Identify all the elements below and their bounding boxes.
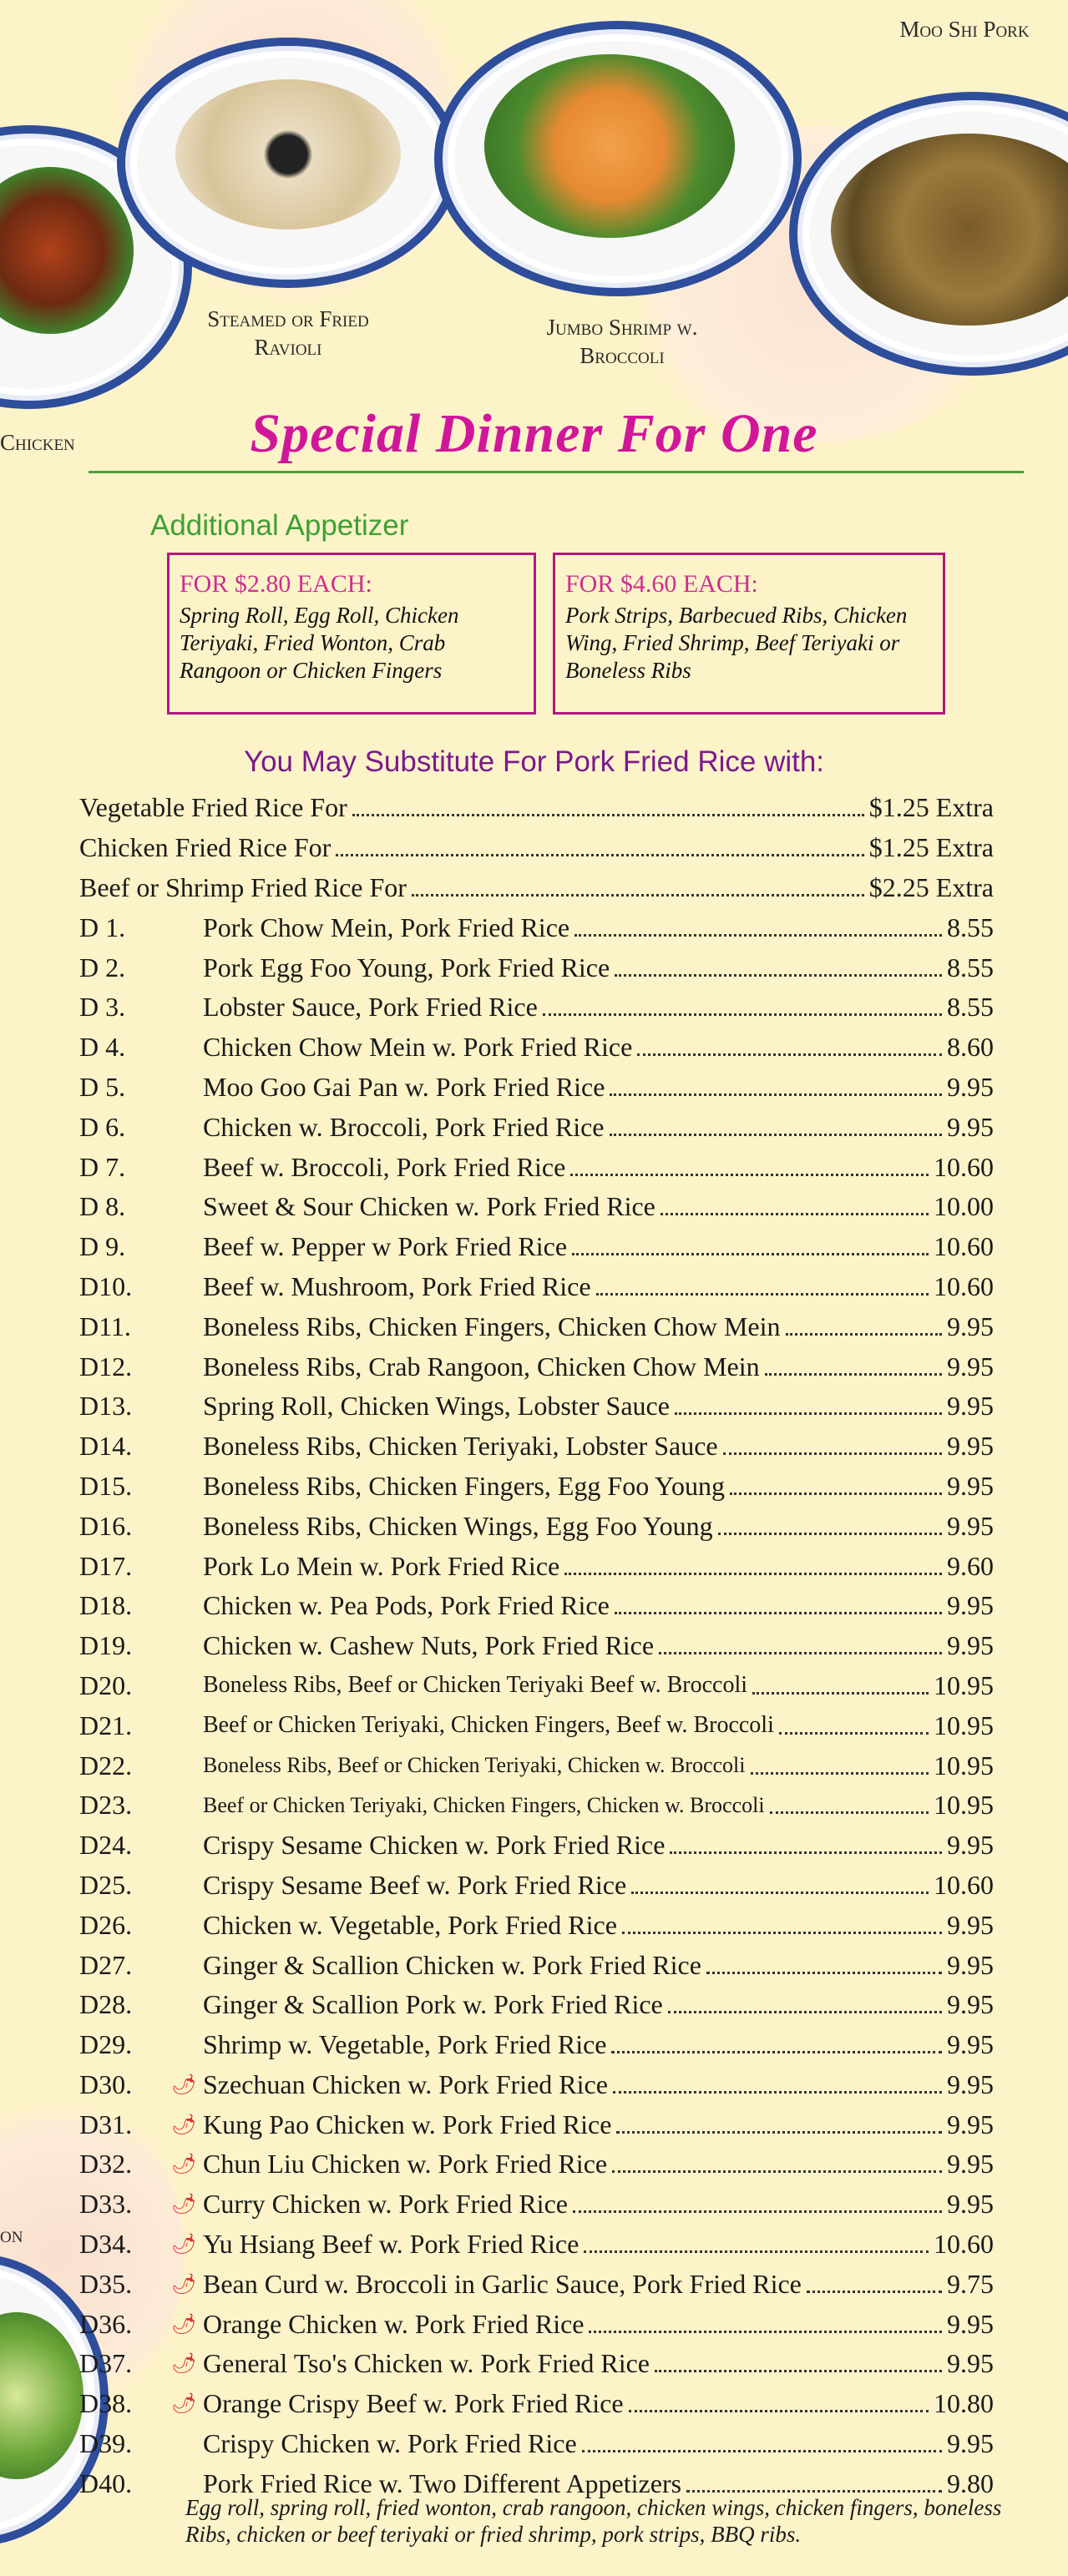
dot-leader bbox=[686, 2490, 942, 2493]
menu-item-name: Beef w. Pepper w Pork Fried Rice bbox=[203, 1231, 568, 1262]
dot-leader bbox=[723, 1452, 942, 1455]
menu-item-price: 9.95 bbox=[947, 1391, 994, 1422]
menu-item-price: 9.95 bbox=[947, 1590, 994, 1621]
dot-leader bbox=[659, 1652, 942, 1654]
menu-item-name: Lobster Sauce, Pork Fried Rice bbox=[203, 992, 538, 1023]
menu-item-name: Boneless Ribs, Beef or Chicken Teriyaki, Chicken w. Broccoli bbox=[203, 1753, 746, 1778]
menu-item-code: D 9. bbox=[79, 1231, 126, 1262]
menu-item-code: D32. bbox=[79, 2149, 133, 2179]
menu-item-row bbox=[79, 2384, 994, 2424]
page-title: Special Dinner For One bbox=[250, 403, 818, 464]
dot-leader bbox=[770, 1811, 929, 1814]
menu-item-price: 9.95 bbox=[947, 1630, 994, 1661]
menu-item-name: Beef or Chicken Teriyaki, Chicken Fingers, Chicken w. Broccoli bbox=[203, 1792, 765, 1817]
menu-item-row bbox=[79, 1705, 994, 1745]
menu-item-row bbox=[79, 1028, 994, 1068]
dot-leader bbox=[751, 1772, 929, 1775]
menu-item-row bbox=[79, 1826, 994, 1866]
menu-item-code: D16. bbox=[79, 1510, 133, 1541]
menu-item-code: D35. bbox=[79, 2268, 133, 2299]
menu-item-price: 10.80 bbox=[934, 2388, 994, 2419]
hot-pepper-icon: 🌶 bbox=[171, 2234, 197, 2256]
menu-item-name: Bean Curd w. Broccoli in Garlic Sauce, Pork Fried Rice bbox=[203, 2268, 802, 2299]
menu-item-name: Chun Liu Chicken w. Pork Fried Rice bbox=[203, 2149, 608, 2179]
menu-item-code: D14. bbox=[79, 1431, 133, 1462]
dot-leader bbox=[765, 1373, 942, 1376]
dot-leader bbox=[582, 2450, 942, 2452]
dot-leader bbox=[596, 1293, 929, 1296]
menu-item-name: Kung Pao Chicken w. Pork Fried Rice bbox=[203, 2109, 612, 2139]
dot-leader bbox=[336, 854, 863, 856]
menu-item-code: D 7. bbox=[79, 1151, 126, 1182]
menu-item-name: Crispy Sesame Beef w. Pork Fried Rice bbox=[203, 1869, 627, 1900]
menu-item-price: 9.95 bbox=[947, 1311, 994, 1341]
menu-item-code: D12. bbox=[79, 1351, 133, 1381]
menu-item-price: 9.95 bbox=[947, 1989, 994, 2020]
caption-left-partial: on bbox=[0, 2222, 23, 2247]
menu-item-name: Beef or Chicken Teriyaki, Chicken Fingers, Beef w. Broccoli bbox=[203, 1712, 774, 1739]
substitute-name: Vegetable Fried Rice For bbox=[79, 792, 347, 823]
menu-item-code: D26. bbox=[79, 1909, 133, 1940]
menu-item-name: Chicken w. Vegetable, Pork Fried Rice bbox=[203, 1909, 617, 1940]
menu-item-price: 9.95 bbox=[947, 2149, 994, 2179]
dot-leader bbox=[615, 974, 942, 977]
menu-item-code: D27. bbox=[79, 1949, 133, 1980]
menu-item-code: D29. bbox=[79, 2029, 133, 2060]
menu-item-name: Boneless Ribs, Chicken Teriyaki, Lobster Sauce bbox=[203, 1431, 718, 1462]
menu-item-row bbox=[79, 2424, 994, 2464]
menu-item-price: 10.60 bbox=[934, 1869, 994, 1900]
ravioli-photo bbox=[117, 38, 459, 288]
menu-item-price: 10.95 bbox=[934, 1669, 994, 1700]
menu-item-row bbox=[79, 1267, 994, 1307]
menu-item-row bbox=[79, 1068, 994, 1108]
substitute-heading: You May Substitute For Pork Fried Rice with: bbox=[243, 745, 825, 778]
menu-item-code: D 4. bbox=[79, 1032, 126, 1063]
menu-item-price: 10.60 bbox=[934, 1270, 994, 1301]
menu-item-name: Pork Lo Mein w. Pork Fried Rice bbox=[203, 1550, 560, 1581]
menu-item-row bbox=[79, 987, 994, 1028]
menu-item-price: 10.60 bbox=[934, 2229, 994, 2260]
menu-item-name: Boneless Ribs, Chicken Wings, Egg Foo Young bbox=[203, 1510, 713, 1541]
dot-leader bbox=[629, 2410, 929, 2412]
menu-item-code: D22. bbox=[79, 1750, 133, 1780]
menu-item-price: 9.95 bbox=[947, 2308, 994, 2339]
appetizer-box-280 bbox=[167, 553, 536, 715]
menu-item-name: Spring Roll, Chicken Wings, Lobster Sauce bbox=[203, 1391, 670, 1422]
menu-item-code: D19. bbox=[79, 1630, 133, 1661]
title-divider bbox=[89, 471, 1024, 473]
menu-item-price: 9.95 bbox=[947, 1949, 994, 1980]
menu-item-row bbox=[79, 1386, 994, 1427]
menu-item-row bbox=[79, 1866, 994, 1906]
menu-item-price: 9.95 bbox=[947, 2428, 994, 2459]
menu-item-row bbox=[79, 1626, 994, 1666]
menu-item-price: 10.95 bbox=[934, 1750, 994, 1780]
dot-leader bbox=[631, 1892, 929, 1894]
menu-item-price: 9.95 bbox=[947, 2068, 994, 2099]
dot-leader bbox=[752, 1692, 929, 1695]
menu-item-name: Shrimp w. Vegetable, Pork Fried Rice bbox=[203, 2029, 607, 2060]
menu-item-name: Beef w. Mushroom, Pork Fried Rice bbox=[203, 1270, 591, 1301]
substitute-row bbox=[79, 868, 994, 908]
menu-item-price: 8.60 bbox=[947, 1032, 994, 1063]
menu-item-row bbox=[79, 1945, 994, 1985]
substitute-name: Beef or Shrimp Fried Rice For bbox=[79, 871, 407, 902]
dot-leader bbox=[584, 2250, 929, 2253]
menu-item-name: Chicken w. Cashew Nuts, Pork Fried Rice bbox=[203, 1630, 655, 1661]
dot-leader bbox=[718, 1533, 942, 1535]
menu-item-code: D15. bbox=[79, 1470, 133, 1501]
menu-item-code: D17. bbox=[79, 1550, 133, 1581]
menu-item-code: D23. bbox=[79, 1790, 133, 1821]
menu-item-row bbox=[79, 1107, 994, 1147]
dot-leader bbox=[574, 934, 942, 937]
menu-item-code: D40. bbox=[79, 2467, 133, 2498]
menu-item-price: 8.55 bbox=[947, 992, 994, 1023]
menu-item-name: Chicken w. Pea Pods, Pork Fried Rice bbox=[203, 1590, 610, 1621]
dot-leader bbox=[807, 2291, 942, 2293]
substitute-row bbox=[79, 828, 994, 868]
appetizer-footnote: Egg roll, spring roll, fried wonton, crab rangoon, chicken wings, chicken fingers, boneless Ribs, chicken or beef teriyaki or fried shrimp, pork strips, BBQ ribs. bbox=[185, 2495, 1002, 2547]
dot-leader bbox=[637, 1053, 942, 1056]
menu-item-name: Moo Goo Gai Pan w. Pork Fried Rice bbox=[203, 1071, 605, 1102]
menu-item-price: 9.80 bbox=[947, 2467, 994, 2498]
menu-item-price: 9.95 bbox=[947, 2029, 994, 2060]
dot-leader bbox=[616, 2131, 942, 2134]
menu-item-name: Boneless Ribs, Chicken Fingers, Chicken Chow Mein bbox=[203, 1311, 781, 1341]
menu-item-row bbox=[79, 2065, 994, 2105]
menu-item-code: D24. bbox=[79, 1830, 133, 1861]
menu-item-price: 9.75 bbox=[947, 2268, 994, 2299]
dot-leader bbox=[661, 1213, 929, 1215]
menu-item-row bbox=[79, 1546, 994, 1586]
dot-leader bbox=[564, 1573, 942, 1575]
appetizer-box-items: Spring Roll, Egg Roll, Chicken Teriyaki, Fried Wonton, Crab Rangoon or Chicken Fingers bbox=[180, 603, 459, 683]
appetizer-box-460 bbox=[553, 553, 945, 715]
menu-item-name: Pork Chow Mein, Pork Fried Rice bbox=[203, 912, 570, 942]
hot-pepper-icon: 🌶 bbox=[171, 2313, 197, 2336]
menu-item-price: 9.95 bbox=[947, 1909, 994, 1940]
menu-item-name: Pork Egg Foo Young, Pork Fried Rice bbox=[203, 952, 610, 982]
menu-item-price: 9.95 bbox=[947, 2348, 994, 2379]
menu-item-code: D10. bbox=[79, 1270, 133, 1301]
substitute-name: Chicken Fried Rice For bbox=[79, 832, 332, 863]
menu-item-row bbox=[79, 1306, 994, 1346]
menu-item-row bbox=[79, 2104, 994, 2144]
menu-item-code: D 8. bbox=[79, 1191, 126, 1222]
menu-item-code: D13. bbox=[79, 1391, 133, 1422]
menu-item-code: D 2. bbox=[79, 952, 126, 982]
dot-leader bbox=[543, 1013, 942, 1016]
menu-item-code: D34. bbox=[79, 2229, 133, 2260]
menu-item-code: D33. bbox=[79, 2189, 133, 2220]
menu-item-row bbox=[79, 1147, 994, 1187]
dot-leader bbox=[779, 1732, 929, 1735]
dot-leader bbox=[675, 1412, 942, 1415]
menu-item-price: 10.60 bbox=[934, 1231, 994, 1262]
caption-moo-shi-pork: Moo Shi Pork bbox=[899, 17, 1030, 42]
substitute-price: $1.25 Extra bbox=[868, 792, 994, 823]
menu-item-name: Yu Hsiang Beef w. Pork Fried Rice bbox=[203, 2229, 580, 2260]
dot-leader bbox=[730, 1493, 942, 1495]
menu-item-row bbox=[79, 1745, 994, 1786]
menu-item-price: 9.95 bbox=[947, 1111, 994, 1142]
hot-pepper-icon: 🌶 bbox=[171, 2073, 197, 2096]
menu-item-price: 9.60 bbox=[947, 1550, 994, 1581]
menu-item-name: Crispy Chicken w. Pork Fried Rice bbox=[203, 2428, 577, 2459]
menu-item-row bbox=[79, 1506, 994, 1546]
dot-leader bbox=[412, 894, 864, 897]
menu-item-name: Boneless Ribs, Chicken Fingers, Egg Foo Young bbox=[203, 1470, 725, 1501]
menu-item-code: D38. bbox=[79, 2388, 133, 2419]
menu-item-row bbox=[79, 1985, 994, 2025]
appetizer-heading: Additional Appetizer bbox=[150, 509, 409, 542]
menu-item-row bbox=[79, 2344, 994, 2384]
caption-chicken: Chicken bbox=[0, 430, 75, 455]
menu-item-price: 9.95 bbox=[947, 1510, 994, 1541]
menu-item-name: Chicken w. Broccoli, Pork Fried Rice bbox=[203, 1111, 605, 1142]
menu-item-name: Chicken Chow Mein w. Pork Fried Rice bbox=[203, 1032, 633, 1063]
hot-pepper-icon: 🌶 bbox=[171, 2154, 197, 2176]
dot-leader bbox=[612, 2170, 942, 2173]
caption-ravioli: Steamed or Fried Ravioli bbox=[207, 306, 369, 360]
menu-item-price: 9.95 bbox=[947, 2189, 994, 2220]
menu-item-price: 9.95 bbox=[947, 1351, 994, 1381]
menu-item-name: Boneless Ribs, Crab Rangoon, Chicken Chow Mein bbox=[203, 1351, 760, 1381]
menu-item-price: 8.55 bbox=[947, 912, 994, 942]
menu-item-code: D20. bbox=[79, 1669, 133, 1700]
menu-item-price: 10.60 bbox=[934, 1151, 994, 1182]
menu-item-code: D18. bbox=[79, 1590, 133, 1621]
dot-leader bbox=[610, 1134, 943, 1136]
dot-leader bbox=[613, 2091, 942, 2094]
menu-item-row bbox=[79, 1227, 994, 1267]
menu-item-code: D 3. bbox=[79, 992, 126, 1023]
menu-item-code: D39. bbox=[79, 2428, 133, 2459]
menu-item-name: Crispy Sesame Chicken w. Pork Fried Rice bbox=[203, 1830, 666, 1861]
menu-item-code: D25. bbox=[79, 1869, 133, 1900]
menu-item-name: General Tso's Chicken w. Pork Fried Rice bbox=[203, 2348, 650, 2379]
menu-item-name: Ginger & Scallion Pork w. Pork Fried Rice bbox=[203, 1989, 663, 2020]
menu-item-name: Sweet & Sour Chicken w. Pork Fried Rice bbox=[203, 1191, 655, 1222]
dot-leader bbox=[610, 1094, 942, 1096]
menu-item-name: Ginger & Scallion Chicken w. Pork Fried Rice bbox=[203, 1949, 701, 1980]
hot-pepper-icon: 🌶 bbox=[171, 2194, 197, 2216]
menu-item-row bbox=[79, 1467, 994, 1507]
menu-item-row bbox=[79, 1666, 994, 1706]
hot-pepper-icon: 🌶 bbox=[171, 2353, 197, 2376]
menu-item-row bbox=[79, 947, 994, 987]
menu-item-price: 10.95 bbox=[934, 1710, 994, 1740]
menu-item-code: D30. bbox=[79, 2068, 133, 2099]
appetizer-box-header: FOR $4.60 EACH: bbox=[565, 570, 758, 598]
menu-item-name: Pork Fried Rice w. Two Different Appetizers bbox=[203, 2467, 682, 2498]
menu-item-name: Szechuan Chicken w. Pork Fried Rice bbox=[203, 2068, 608, 2099]
dot-leader bbox=[668, 2011, 942, 2013]
caption-shrimp: Jumbo Shrimp w. Broccoli bbox=[546, 315, 698, 368]
menu-item-code: D36. bbox=[79, 2308, 133, 2339]
dot-leader bbox=[352, 814, 864, 816]
menu-item-code: D21. bbox=[79, 1710, 133, 1740]
menu-list bbox=[79, 788, 994, 2503]
substitute-row bbox=[79, 788, 994, 828]
appetizer-box-items: Pork Strips, Barbecued Ribs, Chicken Wing, Fried Shrimp, Beef Teriyaki or Boneless Ribs bbox=[565, 603, 908, 683]
dot-leader bbox=[706, 1972, 942, 1974]
dot-leader bbox=[655, 2370, 942, 2372]
dot-leader bbox=[622, 1932, 942, 1934]
menu-item-row bbox=[79, 1786, 994, 1826]
appetizer-box-header: FOR $2.80 EACH: bbox=[180, 570, 372, 598]
menu-item-code: D37. bbox=[79, 2348, 133, 2379]
menu-item-row bbox=[79, 1427, 994, 1467]
menu-item-row bbox=[79, 1586, 994, 1626]
menu-item-price: 8.55 bbox=[947, 952, 994, 982]
dot-leader bbox=[589, 2331, 942, 2333]
menu-item-code: D28. bbox=[79, 1989, 133, 2020]
substitute-price: $1.25 Extra bbox=[868, 832, 994, 863]
menu-item-code: D31. bbox=[79, 2109, 133, 2139]
hot-pepper-icon: 🌶 bbox=[171, 2273, 197, 2296]
menu-item-price: 10.00 bbox=[934, 1191, 994, 1222]
menu-item-row bbox=[79, 2185, 994, 2225]
menu-item-price: 9.95 bbox=[947, 1470, 994, 1501]
menu-item-price: 9.95 bbox=[947, 1830, 994, 1861]
menu-item-price: 10.95 bbox=[934, 1790, 994, 1821]
dot-leader bbox=[615, 1612, 942, 1614]
menu-item-row bbox=[79, 2025, 994, 2065]
menu-item-name: Boneless Ribs, Beef or Chicken Teriyaki Beef w. Broccoli bbox=[203, 1672, 747, 1699]
menu-item-row bbox=[79, 1346, 994, 1386]
menu-item-name: Beef w. Broccoli, Pork Fried Rice bbox=[203, 1151, 566, 1182]
dot-leader bbox=[572, 1253, 929, 1255]
menu-item-row bbox=[79, 2304, 994, 2344]
menu-item-row bbox=[79, 1187, 994, 1227]
substitute-price: $2.25 Extra bbox=[868, 871, 994, 902]
menu-item-code: D 5. bbox=[79, 1071, 126, 1102]
menu-item-code: D 1. bbox=[79, 912, 126, 942]
jumbo-shrimp-photo bbox=[434, 21, 802, 296]
hot-pepper-icon: 🌶 bbox=[171, 2393, 197, 2416]
menu-item-code: D11. bbox=[79, 1311, 131, 1341]
dot-leader bbox=[573, 2210, 942, 2213]
menu-item-row bbox=[79, 907, 994, 947]
dot-leader bbox=[670, 1851, 942, 1854]
menu-item-name: Curry Chicken w. Pork Fried Rice bbox=[203, 2189, 568, 2220]
menu-item-name: Orange Chicken w. Pork Fried Rice bbox=[203, 2308, 585, 2339]
menu-item-row bbox=[79, 2144, 994, 2185]
dot-leader bbox=[611, 2051, 942, 2053]
menu-item-price: 9.95 bbox=[947, 1431, 994, 1462]
menu-item-row bbox=[79, 1905, 994, 1945]
menu-item-code: D 6. bbox=[79, 1111, 126, 1142]
menu-item-price: 9.95 bbox=[947, 1071, 994, 1102]
dot-leader bbox=[570, 1174, 929, 1176]
menu-item-name: Orange Crispy Beef w. Pork Fried Rice bbox=[203, 2388, 624, 2419]
hot-pepper-icon: 🌶 bbox=[171, 2114, 197, 2136]
menu-item-row bbox=[79, 2264, 994, 2304]
menu-item-price: 9.95 bbox=[947, 2109, 994, 2139]
dot-leader bbox=[786, 1333, 942, 1336]
menu-item-row bbox=[79, 2225, 994, 2265]
